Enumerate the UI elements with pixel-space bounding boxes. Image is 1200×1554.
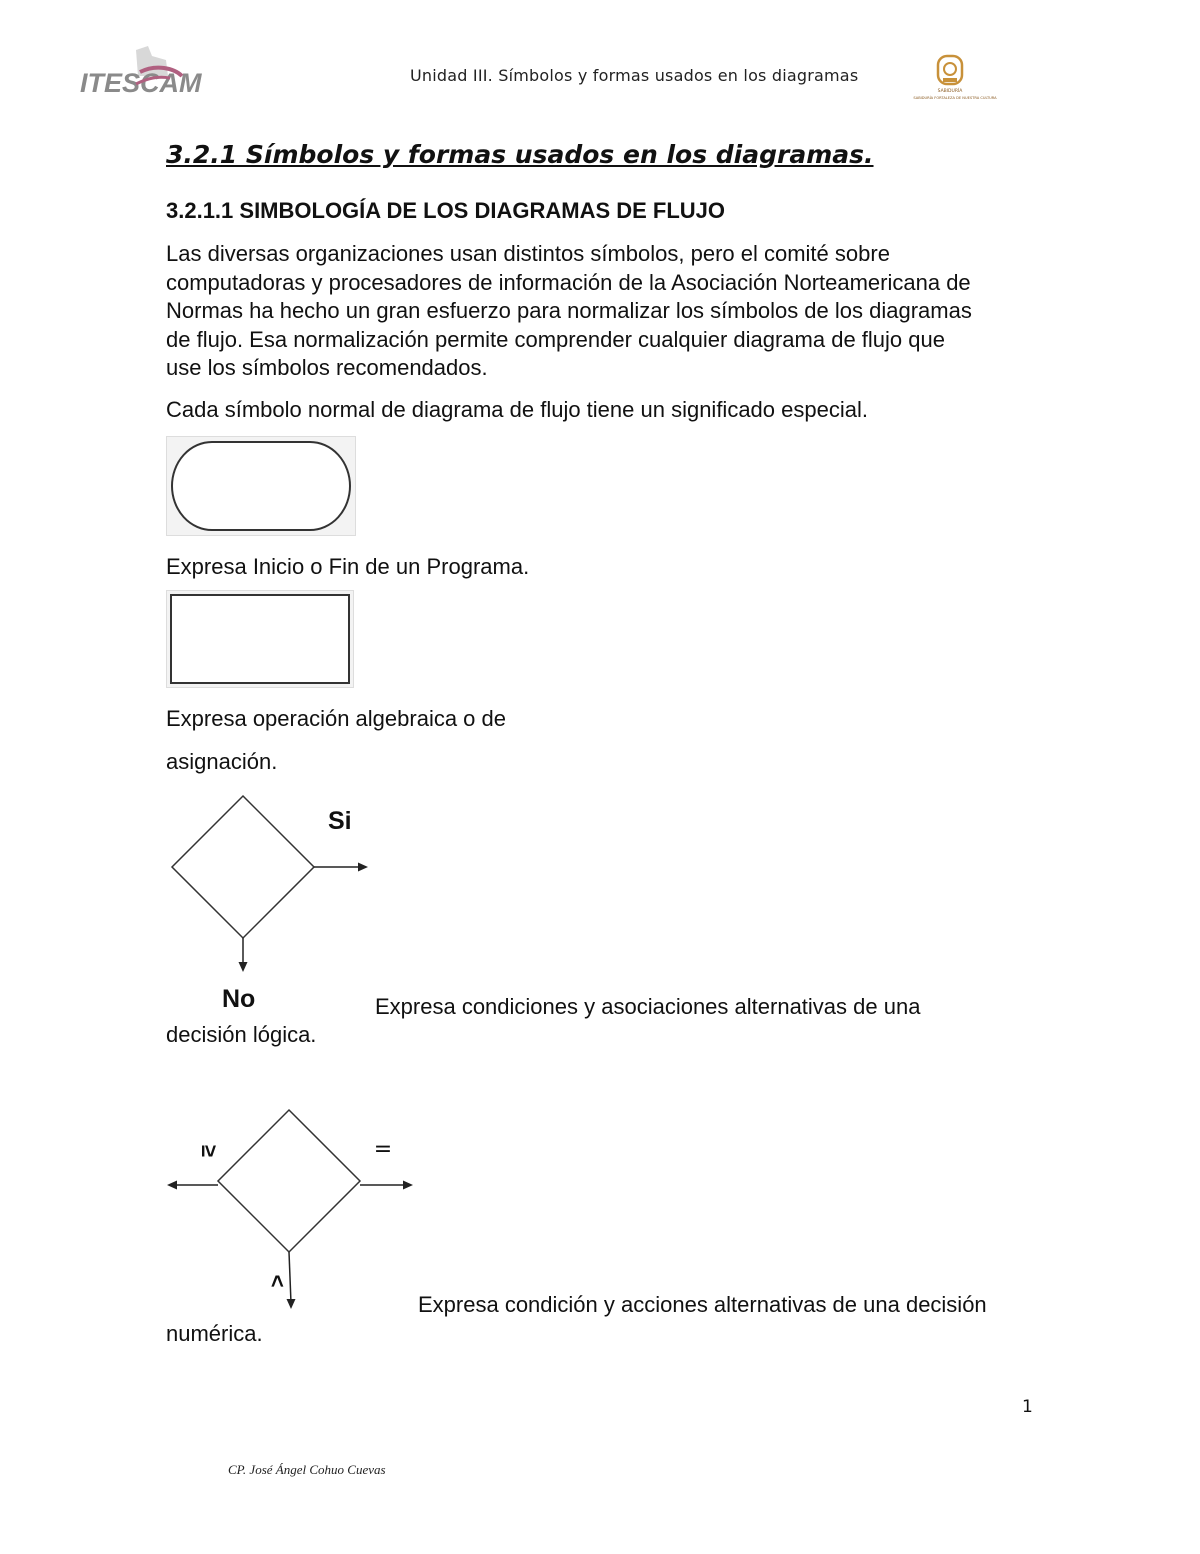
equal-label: = bbox=[373, 1137, 393, 1162]
svg-text:SABIDURÍA FORTALEZA DE NUESTRA: SABIDURÍA FORTALEZA DE NUESTRA CULTURA bbox=[913, 96, 997, 100]
numeric-decision-caption-line2: numérica. bbox=[166, 1321, 263, 1346]
footer-author: CP. José Ángel Cohuo Cuevas bbox=[228, 1462, 386, 1477]
terminal-caption: Expresa Inicio o Fin de un Programa. bbox=[166, 554, 530, 579]
logical-decision-caption-line1: Expresa condiciones y asociaciones alternativas de una bbox=[375, 994, 921, 1019]
logical-decision-symbol bbox=[166, 790, 376, 1022]
decision-diamond bbox=[172, 796, 314, 938]
intro-line: computadoras y procesadores de información de la Asociación Norteamericana de bbox=[166, 269, 971, 295]
itescam-logo bbox=[78, 46, 202, 100]
greater-equal-label: ≥ bbox=[197, 1144, 222, 1158]
section-heading: 3.2.1 Símbolos y formas usados en los diagramas. bbox=[166, 140, 874, 169]
sub-heading: 3.2.1.1 SIMBOLOGÍA DE LOS DIAGRAMAS DE FLUJO bbox=[166, 198, 726, 223]
header-title: Unidad III. Símbolos y formas usados en los diagramas bbox=[410, 66, 859, 85]
logical-decision-caption-line2: decisión lógica. bbox=[166, 1022, 317, 1047]
special-meaning-text: Cada símbolo normal de diagrama de flujo tiene un significado especial. bbox=[166, 397, 868, 422]
yes-arrowhead bbox=[358, 863, 368, 872]
svg-text:ITESCAM: ITESCAM bbox=[80, 68, 202, 98]
process-caption-line1: Expresa operación algebraica o de bbox=[166, 706, 507, 731]
bottom-arrowhead bbox=[287, 1299, 296, 1309]
page-number: 1 bbox=[1022, 1397, 1033, 1417]
process-caption-line2: asignación. bbox=[166, 749, 278, 774]
left-arrowhead bbox=[167, 1181, 177, 1190]
svg-text:SABIDURÍA: SABIDURÍA bbox=[937, 89, 963, 94]
yes-label: Si bbox=[328, 807, 352, 835]
right-arrowhead bbox=[403, 1181, 413, 1190]
intro-paragraph bbox=[166, 240, 1046, 383]
numeric-decision-symbol bbox=[160, 1104, 422, 1316]
process-symbol bbox=[166, 590, 354, 688]
numeric-decision-caption-line1: Expresa condición y acciones alternativas de una decisión bbox=[418, 1292, 987, 1317]
decision-diamond bbox=[218, 1110, 360, 1252]
seal-logo bbox=[913, 54, 997, 102]
intro-line: use los símbolos recomendados. bbox=[166, 355, 488, 380]
no-label: No bbox=[222, 985, 256, 1013]
less-than-label: < bbox=[265, 1274, 290, 1288]
intro-line: Normas ha hecho un gran esfuerzo para normalizar los símbolos de los diagramas bbox=[166, 298, 972, 323]
intro-line: de flujo. Esa normalización permite comprender cualquier diagrama de flujo que bbox=[166, 326, 945, 352]
terminal-symbol bbox=[166, 436, 356, 536]
no-arrowhead bbox=[239, 962, 248, 972]
intro-line: Las diversas organizaciones usan distintos símbolos, pero el comité sobre bbox=[166, 241, 890, 266]
